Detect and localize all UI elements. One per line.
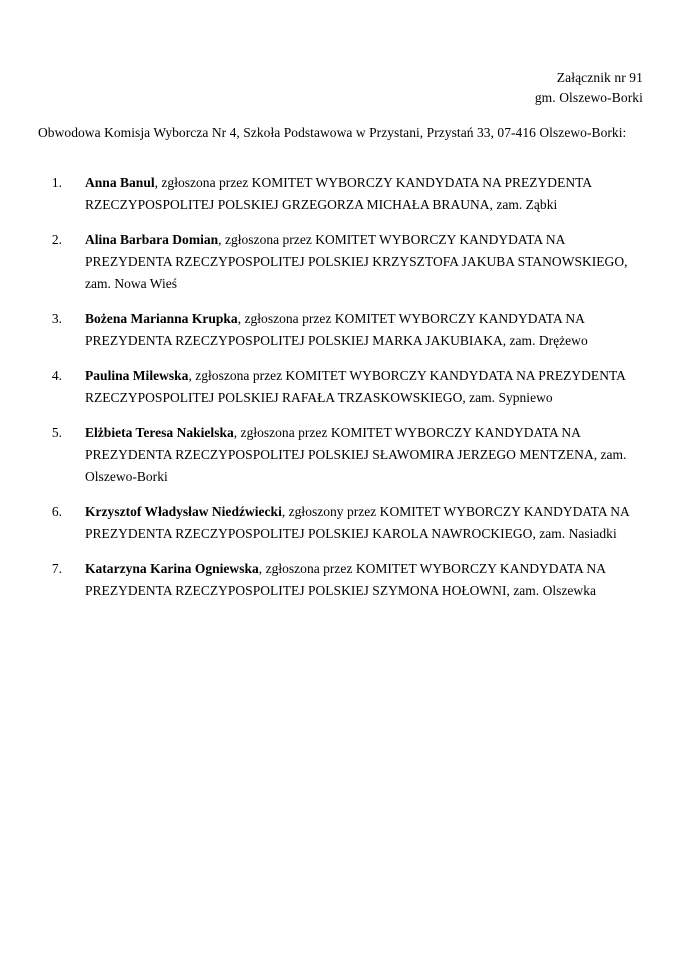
list-item-number: 7. — [51, 561, 62, 576]
list-item-number: 6. — [51, 504, 62, 519]
member-name: Anna Banul — [85, 175, 155, 190]
list-item — [38, 308, 643, 352]
list-item-body — [62, 365, 643, 409]
list-item — [38, 229, 643, 295]
members-list — [38, 172, 643, 615]
member-description: , zgłoszona przez KOMITET WYBORCZY KANDYDATA NA PREZYDENTA RZECZYPOSPOLITEJ POLSKIEJ SŁAWOMIRA JERZEGO MENTZENA, zam. Olszewo-Borki — [85, 425, 627, 484]
list-item-number: 5. — [51, 425, 62, 440]
list-item-number: 4. — [51, 368, 62, 383]
member-description: , zgłoszony przez KOMITET WYBORCZY KANDYDATA NA PREZYDENTA RZECZYPOSPOLITEJ POLSKIEJ KAROLA NAWROCKIEGO, zam. Nasiadki — [85, 504, 630, 541]
list-item-number: 2. — [51, 232, 62, 247]
list-item-number: 3. — [51, 311, 62, 326]
list-item — [38, 365, 643, 409]
list-item — [38, 422, 643, 488]
member-description: , zgłoszona przez KOMITET WYBORCZY KANDYDATA NA PREZYDENTA RZECZYPOSPOLITEJ POLSKIEJ GRZEGORZA MICHAŁA BRAUNA, zam. Ząbki — [85, 175, 592, 212]
member-description: , zgłoszona przez KOMITET WYBORCZY KANDYDATA NA PREZYDENTA RZECZYPOSPOLITEJ POLSKIEJ SZYMONA HOŁOWNI, zam. Olszewka — [85, 561, 606, 598]
document-header — [535, 68, 643, 108]
list-item-body — [62, 422, 643, 488]
attachment-number: Załącznik nr 91 — [556, 70, 643, 85]
list-item-body — [62, 501, 643, 545]
member-description: , zgłoszona przez KOMITET WYBORCZY KANDYDATA NA PREZYDENTA RZECZYPOSPOLITEJ POLSKIEJ RAFAŁA TRZASKOWSKIEGO, zam. Sypniewo — [85, 368, 626, 405]
list-item-body — [62, 172, 643, 216]
commission-heading: Obwodowa Komisja Wyborcza Nr 4, Szkoła Podstawowa w Przystani, Przystań 33, 07-416 Olszewo-Borki: — [38, 125, 627, 140]
list-item-body — [62, 229, 643, 295]
list-item-body — [62, 558, 643, 602]
list-item — [38, 501, 643, 545]
member-description: , zgłoszona przez KOMITET WYBORCZY KANDYDATA NA PREZYDENTA RZECZYPOSPOLITEJ POLSKIEJ MARKA JAKUBIAKA, zam. Drężewo — [85, 311, 588, 348]
member-name: Katarzyna Karina Ogniewska — [85, 561, 259, 576]
member-name: Bożena Marianna Krupka — [85, 311, 238, 326]
list-item-number: 1. — [51, 175, 62, 190]
member-name: Krzysztof Władysław Niedźwiecki — [85, 504, 282, 519]
municipality-name: gm. Olszewo-Borki — [534, 90, 643, 105]
list-item — [38, 558, 643, 602]
list-item — [38, 172, 643, 216]
member-description: , zgłoszona przez KOMITET WYBORCZY KANDYDATA NA PREZYDENTA RZECZYPOSPOLITEJ POLSKIEJ KRZYSZTOFA JAKUBA STANOWSKIEGO, zam. Nowa Wieś — [85, 232, 628, 291]
list-item-body — [62, 308, 643, 352]
member-name: Elżbieta Teresa Nakielska — [85, 425, 234, 440]
member-name: Paulina Milewska — [85, 368, 189, 383]
member-name: Alina Barbara Domian — [85, 232, 219, 247]
